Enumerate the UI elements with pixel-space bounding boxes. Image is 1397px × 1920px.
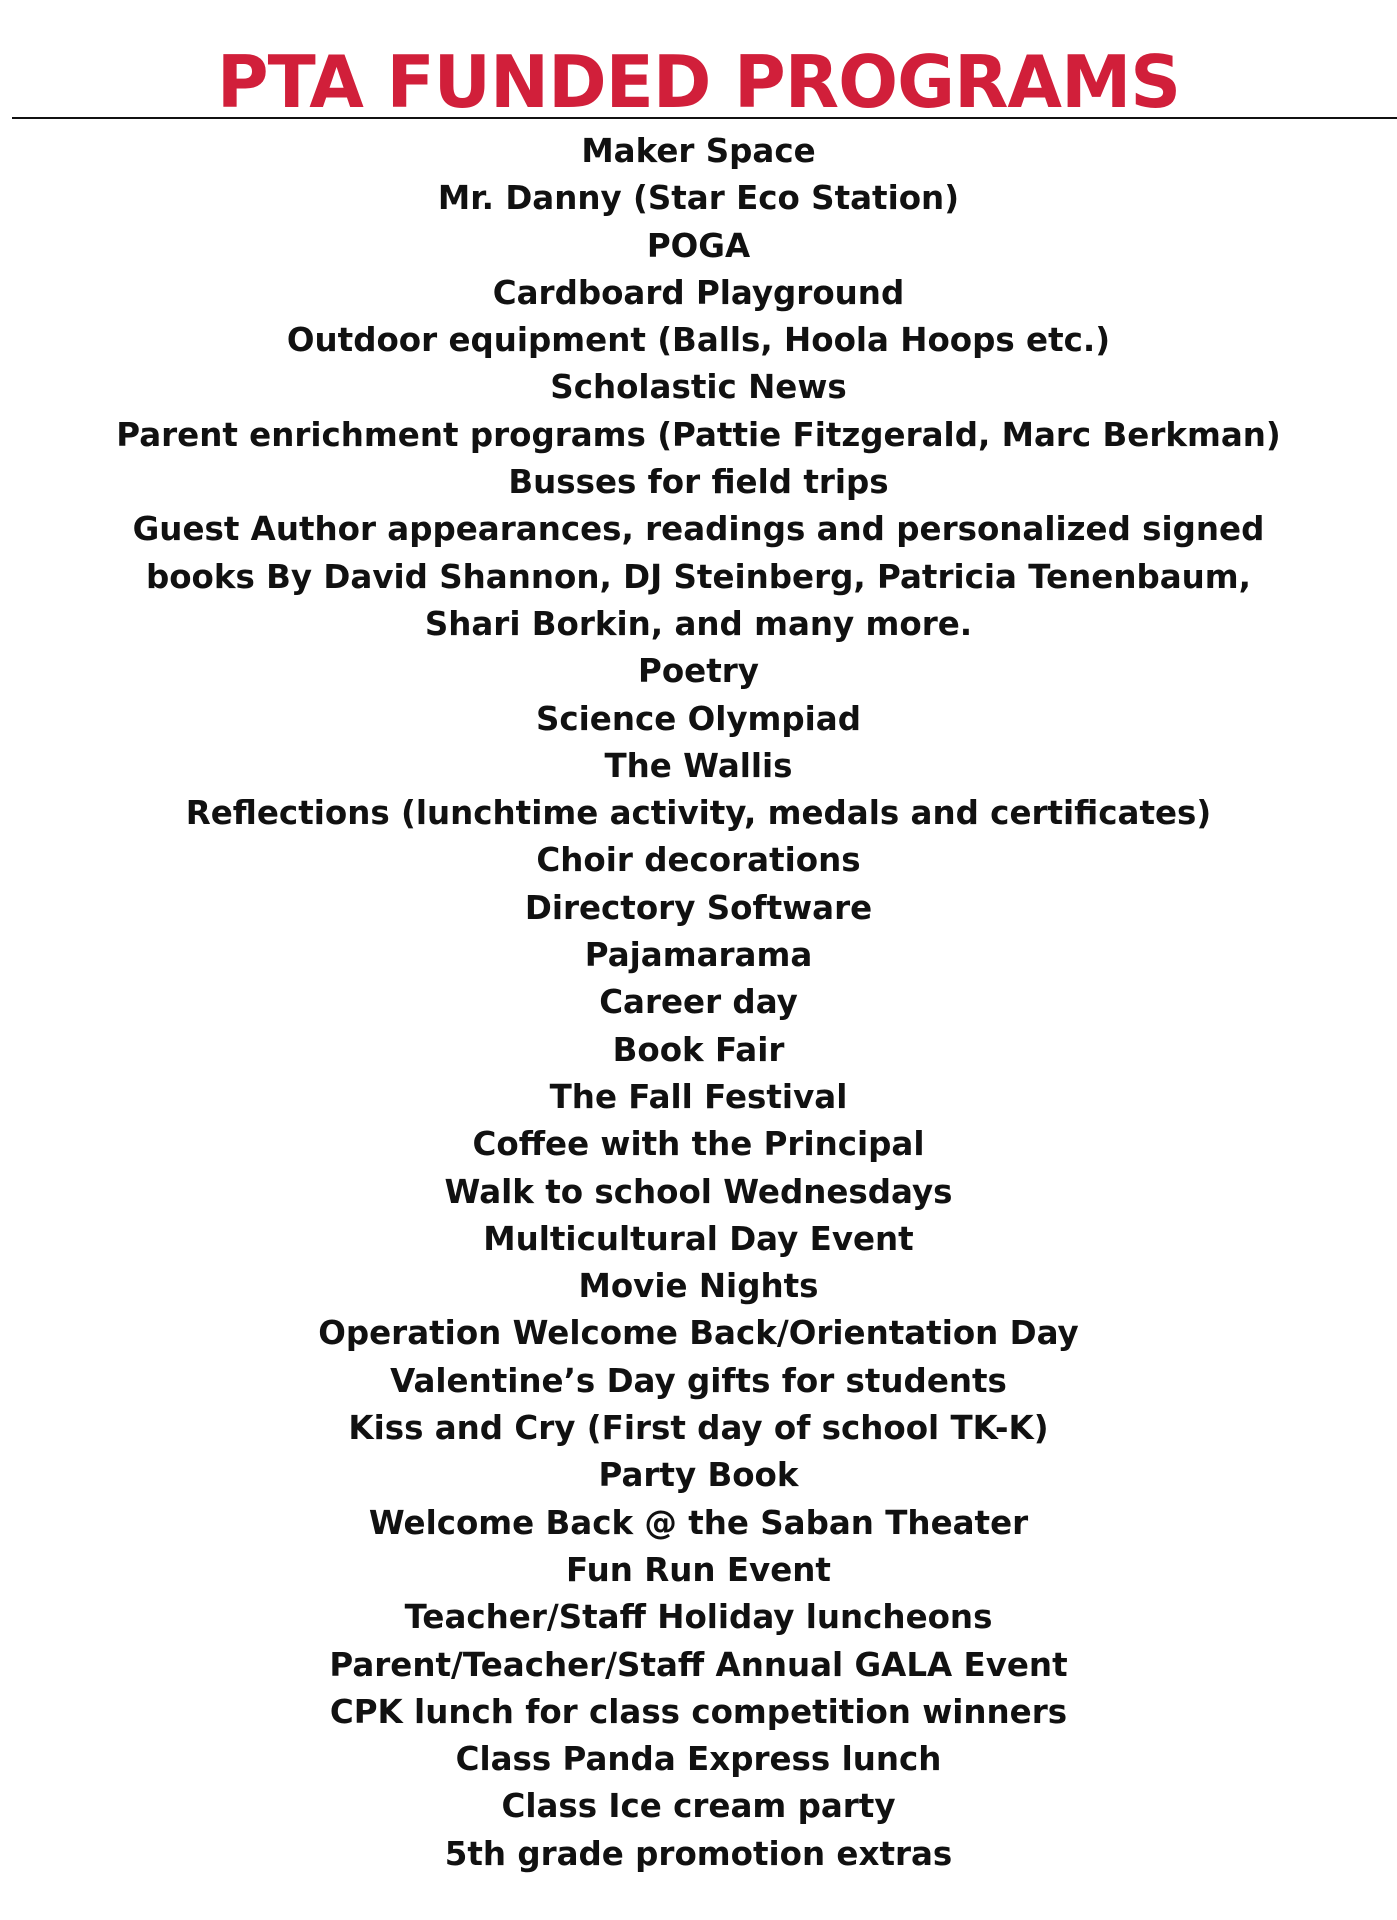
list-item: Welcome Back @ the Saban Theater [368,1503,1029,1542]
list-item: Outdoor equipment (Balls, Hoola Hoops etc.) [286,321,1111,360]
list-item: Maker Space [581,132,816,170]
list-item: Cardboard Playground [492,273,905,312]
list-item: Class Panda Express lunch [455,1740,942,1779]
list-item: Fun Run Event [566,1550,831,1589]
programs-list [0,128,1397,1878]
list-item: Teacher/Staff Holiday luncheons [404,1598,993,1637]
list-item: CPK lunch for class competition winners [329,1692,1068,1731]
list-item: Walk to school Wednesdays [444,1172,953,1211]
list-item: Career day [599,983,798,1022]
list-item: 5th grade promotion extras [444,1834,953,1873]
list-item: POGA [646,226,751,265]
list-item: Scholastic News [550,368,847,407]
list-item: Busses for field trips [508,463,889,502]
list-item: Guest Author appearances, readings and personalized signed books By David Shannon, DJ Steinberg, Patricia Tenenbaum, Shari Borkin, and many more. [132,510,1265,643]
list-item: Choir decorations [536,841,861,880]
list-item: Directory Software [524,888,873,927]
list-item: Coffee with the Principal [472,1125,925,1164]
list-item: Poetry [638,652,759,691]
list-item: Book Fair [612,1030,785,1069]
list-item: Parent/Teacher/Staff Annual GALA Event [329,1645,1068,1684]
list-item: Parent enrichment programs (Pattie Fitzgerald, Marc Berkman) [116,415,1281,454]
page-title: PTA FUNDED PROGRAMS [216,40,1181,124]
list-item: Reflections (lunchtime activity, medals and certificates) [185,794,1212,833]
title-divider [12,117,1397,119]
list-item: Movie Nights [578,1267,819,1306]
list-item: Valentine’s Day gifts for students [390,1361,1007,1400]
list-item: Mr. Danny (Star Eco Station) [437,179,960,218]
list-item: Class Ice cream party [501,1787,896,1826]
list-item: Science Olympiad [535,699,862,738]
list-item: Pajamarama [584,936,813,975]
list-item: Multicultural Day Event [483,1219,914,1258]
list-item: The Fall Festival [549,1077,848,1116]
list-item: Kiss and Cry (First day of school TK-K) [348,1409,1049,1448]
list-item: The Wallis [604,746,793,785]
list-item: Party Book [598,1456,799,1495]
list-item: Operation Welcome Back/Orientation Day [318,1314,1079,1353]
